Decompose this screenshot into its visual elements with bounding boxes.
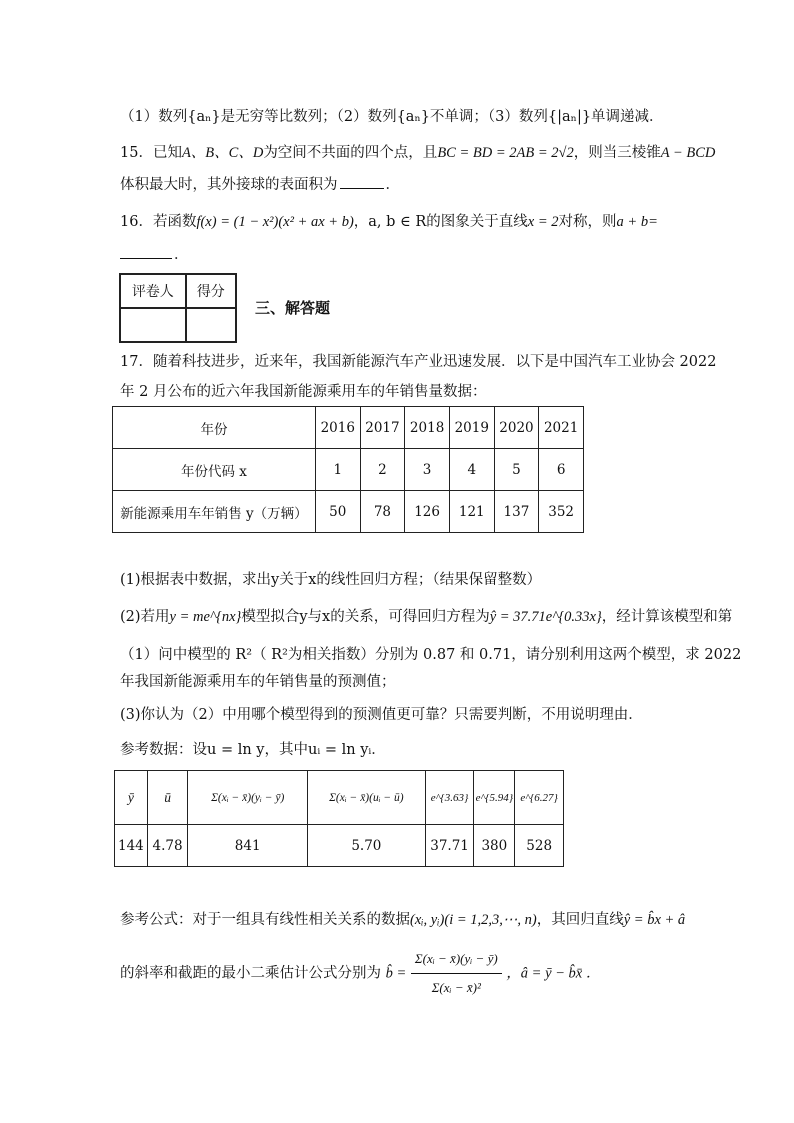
- q16-end: ．: [174, 247, 189, 263]
- cell-year: 2018: [405, 407, 450, 449]
- formula-line2-a: 的斜率和截距的最小二乘估计公式分别为: [120, 965, 381, 982]
- q16-answer-blank[interactable]: [120, 244, 172, 259]
- ref-header: Σ(xᵢ − x̄)(uᵢ − ū): [307, 771, 425, 825]
- ref-value: 380: [474, 825, 515, 867]
- cell-sales: 137: [494, 491, 539, 533]
- sales-table: [112, 406, 584, 533]
- q17-part1: (1)根据表中数据，求出y关于x的线性回归方程；（结果保留整数）: [120, 572, 542, 588]
- q17-part2-c: ，经计算该模型和第: [601, 609, 733, 625]
- formula-line1-a: 参考公式：对于一组具有线性相关关系的数据: [120, 912, 410, 928]
- cell-sales: 126: [405, 491, 450, 533]
- formula-a: ，â = ȳ − b̂x̄ ．: [506, 965, 601, 982]
- q16-line2: [120, 244, 189, 265]
- formula-data: (xᵢ, yᵢ)(i = 1,2,3,⋯, n): [410, 912, 537, 928]
- cell-sales: 78: [360, 491, 405, 533]
- cell-year: 2021: [539, 407, 584, 449]
- q17-part2-line1: [120, 607, 732, 627]
- q17-part2-model: y = me^{nx}: [169, 609, 242, 625]
- formula-line1: [120, 910, 685, 930]
- q15-tail: ，则当三棱锥: [573, 145, 661, 161]
- q17-part2-b: 模型拟合y与x的关系，可得回归方程为: [241, 609, 490, 625]
- q15-points: A、B、C、D: [181, 145, 264, 161]
- q16-line1: [120, 212, 658, 232]
- q16-ask: a + b=: [616, 214, 658, 230]
- q16-tail: 对称，则: [558, 214, 617, 230]
- q15-line2: [120, 174, 400, 195]
- row-label-code: 年份代码 x: [113, 449, 316, 491]
- ref-value: 37.71: [425, 825, 474, 867]
- cell-code: 6: [539, 449, 584, 491]
- q16-function: f(x) = (1 − x²)(x² + ax + b): [196, 214, 354, 230]
- grader-score-label: 得分: [186, 274, 236, 308]
- ref-header: ū: [147, 771, 188, 825]
- ref-header: e^{6.27}: [515, 771, 564, 825]
- cell-sales: 352: [539, 491, 584, 533]
- formula-b-denominator: Σ(xᵢ − x̄)²: [431, 980, 481, 995]
- ref-header: e^{5.94}: [474, 771, 515, 825]
- q15-tetrahedron: A − BCD: [660, 145, 716, 161]
- cell-code: 5: [494, 449, 539, 491]
- grader-box: [119, 273, 237, 343]
- cell-sales: 50: [315, 491, 360, 533]
- cell-code: 3: [405, 449, 450, 491]
- row-label-sales: 新能源乘用车年销售 y（万辆）: [113, 491, 316, 533]
- formula-line1-b: ，其回归直线: [536, 912, 624, 928]
- formula-line2: [120, 948, 600, 999]
- q14-conclusions: （1）数列{aₙ}是无穷等比数列；（2）数列{aₙ}不单调；（3）数列{|aₙ|}单调递减．: [120, 109, 664, 125]
- cell-year: 2020: [494, 407, 539, 449]
- q17-ref-data: 参考数据：设u = ln y，其中uᵢ = ln yᵢ．: [120, 742, 386, 758]
- grader-reviewer-label: 评卷人: [120, 274, 186, 308]
- ref-value: 528: [515, 825, 564, 867]
- formula-b-numerator: Σ(xᵢ − x̄)(yᵢ − ȳ): [411, 948, 502, 974]
- q16-symmetry-line: x = 2: [527, 214, 559, 230]
- row-label-year: 年份: [113, 407, 316, 449]
- cell-year: 2017: [360, 407, 405, 449]
- formula-b-lhs: b̂ =: [385, 965, 407, 982]
- q15-line1: [120, 143, 715, 163]
- q15-equation: BC = BD = 2AB = 2√2: [437, 145, 574, 161]
- q17-part2-line3: 年我国新能源乘用车的年销售量的预测值；: [120, 674, 396, 690]
- q15-answer-blank[interactable]: [340, 174, 384, 189]
- q15-line2-text: 体积最大时，其外接球的表面积为: [120, 177, 338, 193]
- q17-intro-line2: 年 2 月公布的近六年我国新能源乘用车的年销售量数据：: [120, 384, 487, 400]
- ref-value: 841: [188, 825, 308, 867]
- cell-year: 2019: [449, 407, 494, 449]
- grader-score-cell[interactable]: [186, 308, 236, 342]
- ref-value: 4.78: [147, 825, 188, 867]
- reference-table: [114, 770, 564, 867]
- section-title: 三、解答题: [255, 299, 331, 317]
- cell-sales: 121: [449, 491, 494, 533]
- cell-code: 1: [315, 449, 360, 491]
- q17-intro-line1: 17．随着科技进步，近来年，我国新能源汽车产业迅速发展．以下是中国汽车工业协会 2022: [120, 354, 717, 370]
- q15-line2-end: ．: [385, 177, 400, 193]
- formula-b-fraction: [411, 948, 502, 999]
- cell-year: 2016: [315, 407, 360, 449]
- ref-header: e^{3.63}: [425, 771, 474, 825]
- ref-header: Σ(xᵢ − x̄)(yᵢ − ȳ): [188, 771, 308, 825]
- ref-value: 144: [115, 825, 148, 867]
- q16-prefix: 16．若函数: [120, 214, 197, 230]
- q17-part3: (3)你认为（2）中用哪个模型得到的预测值更可靠？只需要判断，不用说明理由．: [120, 707, 643, 723]
- q16-mid: ，a, b ∈ R的图象关于直线: [353, 214, 528, 230]
- q15-mid: 为空间不共面的四个点，且: [263, 145, 438, 161]
- ref-header: ȳ: [115, 771, 148, 825]
- formula-regression-line: ŷ = b̂x + â: [623, 912, 686, 928]
- grader-reviewer-cell[interactable]: [120, 308, 186, 342]
- q15-prefix: 15．已知: [120, 145, 182, 161]
- q17-part2-equation: ŷ = 37.71e^{0.33x}: [489, 609, 602, 625]
- cell-code: 2: [360, 449, 405, 491]
- q17-part2-a: (2)若用: [120, 609, 170, 625]
- ref-value: 5.70: [307, 825, 425, 867]
- cell-code: 4: [449, 449, 494, 491]
- q17-part2-line2: （1）问中模型的 R²（ R²为相关指数）分别为 0.87 和 0.71，请分别利用这两个模型，求 2022: [120, 647, 742, 663]
